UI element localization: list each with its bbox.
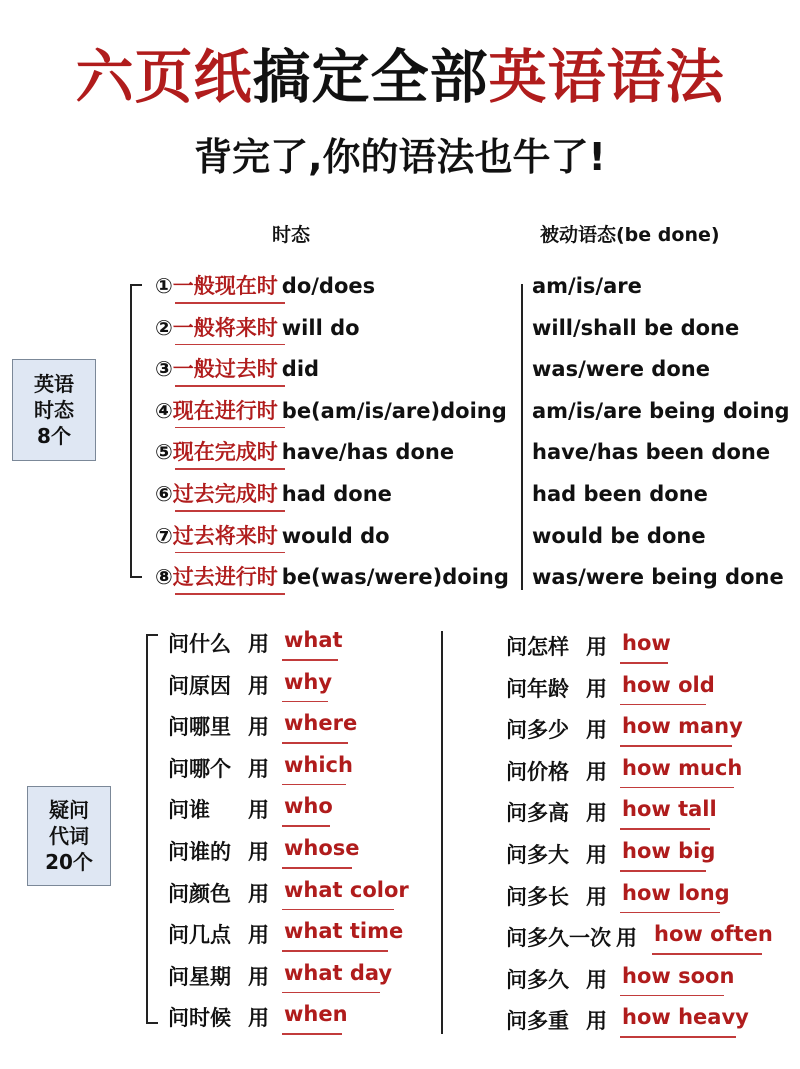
question-word-underline [620, 787, 734, 789]
passive-form: was/were being done [532, 565, 784, 590]
question-row [506, 756, 800, 786]
question-word: how heavy [622, 1005, 749, 1030]
question-row [506, 714, 800, 744]
tense-sidebox-line: 8个 [37, 424, 71, 448]
question-text: 问星期 [168, 964, 231, 989]
page-subtitle: 背完了,你的语法也牛了! [194, 135, 606, 179]
use-word: 用 [586, 884, 607, 909]
question-word-underline [620, 870, 706, 872]
question-word: how tall [622, 797, 717, 822]
question-text: 问多长 [506, 884, 569, 909]
tense-name: 过去完成时 [172, 482, 278, 506]
question-word: whose [284, 836, 360, 860]
question-row [168, 919, 498, 949]
use-word: 用 [586, 759, 607, 784]
tense-name-underline [175, 385, 285, 387]
question-word-underline [282, 992, 380, 994]
tense-name: 一般将来时 [172, 315, 278, 340]
use-word: 用 [586, 676, 607, 701]
use-word: 用 [248, 923, 269, 948]
tense-name-underline [175, 344, 285, 346]
tense-number: ④ [155, 398, 173, 423]
question-row [168, 670, 498, 700]
question-row [506, 673, 800, 703]
question-word: which [284, 752, 353, 777]
tense-number: ② [155, 315, 173, 340]
question-text: 问几点 [168, 923, 231, 948]
question-word: how many [622, 714, 743, 739]
tense-name-underline [175, 468, 285, 470]
tense-name-underline [175, 302, 285, 304]
question-word-underline [620, 912, 720, 914]
passive-form: will/shall be done [532, 315, 740, 340]
tense-row [155, 395, 507, 425]
question-word-underline [282, 867, 352, 869]
use-word: 用 [248, 964, 269, 989]
question-word-underline [620, 1036, 736, 1038]
tense-number: ⑥ [155, 482, 173, 506]
use-word: 用 [248, 756, 269, 781]
use-word: 用 [586, 843, 607, 867]
question-word-underline [282, 1033, 342, 1035]
tense-name: 过去进行时 [172, 565, 278, 590]
question-row [168, 1002, 498, 1032]
question-word: what time [284, 919, 404, 944]
tense-form: will do [281, 315, 360, 340]
question-word: who [284, 794, 333, 819]
use-word: 用 [248, 798, 269, 823]
question-word-underline [282, 825, 330, 827]
use-word: 用 [586, 1009, 607, 1034]
tense-sidebox-line: 时态 [34, 398, 74, 422]
question-word-underline [282, 742, 348, 744]
tense-row [155, 520, 390, 550]
tense-form: be(was/were)doing [281, 565, 509, 590]
tense-name-underline [175, 552, 285, 554]
tense-name: 现在完成时 [172, 440, 278, 465]
use-word: 用 [248, 632, 269, 656]
question-text: 问哪个 [168, 756, 231, 781]
title-part-3: 英语语法 [488, 43, 725, 111]
question-sidebox-line: 20个 [45, 850, 93, 874]
tense-sidebox [12, 359, 96, 461]
tense-number: ⑤ [155, 440, 173, 465]
question-text: 问原因 [168, 673, 231, 698]
question-bracket [146, 634, 158, 1024]
question-word: where [284, 711, 358, 736]
passive-heading: 被动语态(be done) [540, 224, 720, 246]
tense-name-underline [175, 510, 285, 512]
question-row [506, 881, 800, 911]
tense-name: 一般现在时 [172, 274, 278, 298]
question-text: 问多少 [506, 718, 569, 743]
question-text: 问时候 [168, 1006, 231, 1031]
tense-name-underline [175, 427, 285, 429]
tense-form: had done [281, 482, 392, 506]
question-row [506, 839, 800, 869]
question-text: 问颜色 [168, 881, 231, 906]
tense-form: did [281, 357, 320, 382]
question-row [506, 797, 800, 827]
use-word: 用 [586, 967, 607, 992]
use-word: 用 [248, 673, 269, 698]
question-row [506, 964, 800, 994]
question-row [168, 628, 498, 658]
question-word-underline [282, 659, 338, 661]
passive-form: am/is/are being doing [532, 398, 790, 423]
question-row [168, 836, 498, 866]
page-title [0, 30, 800, 114]
tense-name: 过去将来时 [172, 523, 278, 548]
question-text: 问多大 [506, 843, 569, 867]
question-word: how much [622, 755, 743, 780]
use-word: 用 [586, 718, 607, 743]
question-row [168, 961, 498, 991]
passive-form: was/were done [532, 357, 710, 382]
question-word-underline [620, 828, 710, 830]
tense-form: would do [281, 523, 390, 548]
tense-name-underline [175, 593, 285, 595]
question-row [168, 878, 498, 908]
question-text: 问价格 [506, 759, 569, 784]
question-row [168, 753, 498, 783]
question-text: 问多久 [506, 967, 569, 992]
question-word: when [284, 1002, 348, 1027]
tense-number: ⑦ [155, 523, 173, 548]
question-word: what [284, 628, 343, 652]
question-word: how soon [622, 963, 735, 988]
question-row [506, 631, 800, 661]
question-text: 问多高 [506, 801, 569, 826]
question-word: what color [284, 877, 409, 902]
use-word: 用 [248, 840, 269, 864]
use-word: 用 [248, 881, 269, 906]
tense-heading: 时态 [272, 224, 311, 246]
question-word: how [622, 631, 671, 655]
question-text: 问多久一次 [506, 926, 611, 951]
title-part-1: 六页纸 [75, 43, 253, 111]
question-word: how long [622, 880, 730, 905]
question-word: how big [622, 839, 716, 863]
question-word-underline [652, 953, 762, 955]
tense-number: ① [155, 274, 173, 298]
tense-form: have/has done [281, 440, 455, 465]
tense-row [155, 478, 392, 508]
question-sidebox-line: 代词 [49, 824, 89, 848]
tense-form: be(am/is/are)doing [281, 398, 507, 423]
use-word: 用 [248, 1006, 269, 1031]
use-word: 用 [586, 801, 607, 826]
tense-number: ⑧ [155, 565, 173, 590]
title-part-2: 搞定全部 [252, 43, 489, 111]
question-text: 问谁 [168, 798, 210, 823]
use-word: 用 [248, 715, 269, 740]
passive-form: would be done [532, 523, 706, 548]
question-row [168, 794, 498, 824]
question-text: 问怎样 [506, 635, 569, 659]
question-word-underline [282, 784, 346, 786]
tense-sidebox-line: 英语 [34, 372, 74, 396]
passive-form: am/is/are [532, 274, 642, 298]
question-word-underline [282, 950, 388, 952]
question-word: how often [654, 922, 773, 947]
question-sidebox [27, 786, 111, 886]
question-word-underline [620, 704, 706, 706]
question-text: 问哪里 [168, 715, 231, 740]
tense-number: ③ [155, 357, 173, 382]
question-word-underline [620, 745, 732, 747]
tense-row [155, 312, 360, 342]
question-row [506, 922, 800, 952]
passive-form: had been done [532, 482, 708, 506]
tense-row [155, 436, 454, 466]
question-word: why [284, 669, 333, 694]
use-word: 用 [616, 926, 637, 951]
tense-form: do/does [281, 274, 376, 298]
tense-row [155, 353, 319, 383]
passive-form: have/has been done [532, 440, 771, 465]
tense-divider [521, 284, 523, 590]
question-text: 问什么 [168, 632, 231, 656]
tense-name: 现在进行时 [172, 398, 278, 423]
question-word-underline [282, 909, 394, 911]
question-word-underline [620, 995, 724, 997]
tense-name: 一般过去时 [172, 357, 278, 382]
question-word: what day [284, 960, 393, 985]
question-word-underline [282, 701, 328, 703]
question-row [168, 711, 498, 741]
question-sidebox-line: 疑问 [49, 798, 89, 822]
question-text: 问年龄 [506, 676, 569, 701]
question-text: 问谁的 [168, 840, 231, 864]
use-word: 用 [586, 635, 607, 659]
question-word-underline [620, 662, 668, 664]
tense-row [155, 561, 509, 591]
question-row [506, 1005, 800, 1035]
tense-bracket [130, 284, 142, 578]
tense-row [155, 270, 375, 300]
question-text: 问多重 [506, 1009, 569, 1034]
question-word: how old [622, 672, 715, 697]
